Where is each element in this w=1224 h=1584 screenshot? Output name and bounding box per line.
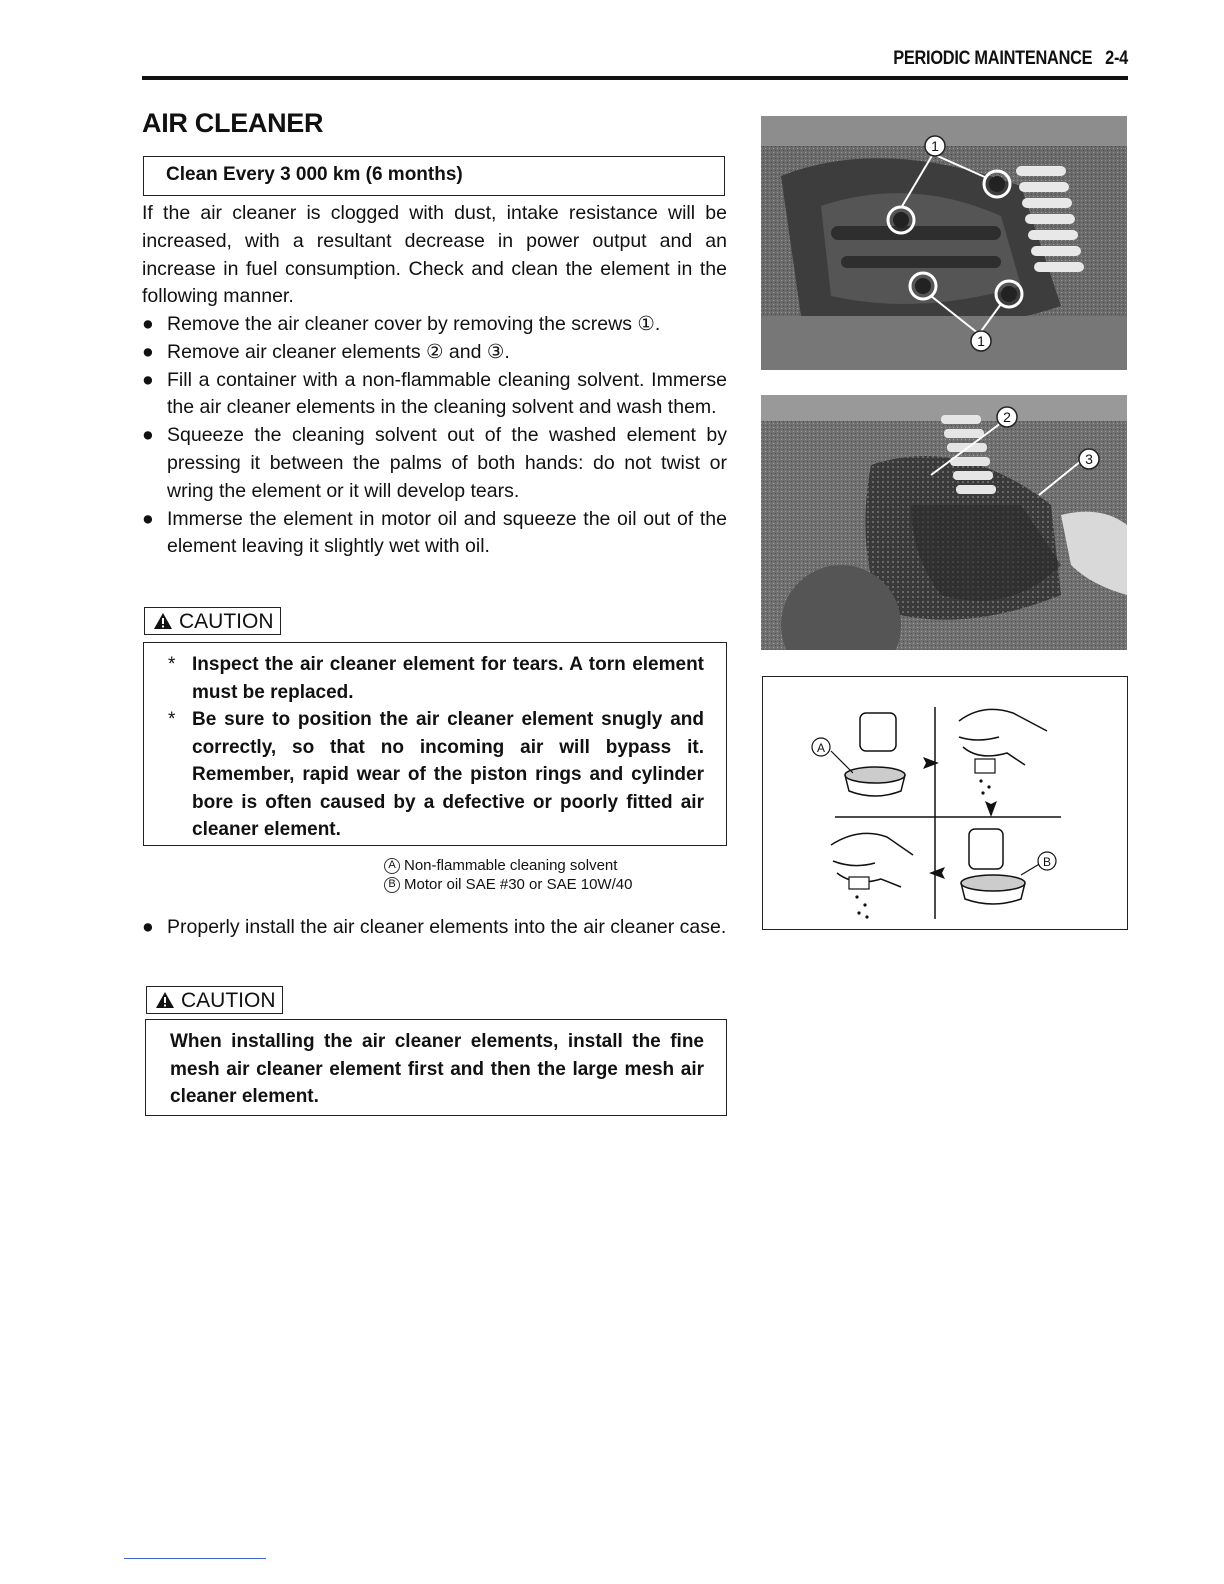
bullet-icon: ● (142, 424, 154, 447)
maintenance-interval: Clean Every 3 000 km (6 months) (166, 164, 463, 185)
hands-squeezing-icon (959, 709, 1047, 765)
arrow-down-icon (985, 801, 997, 817)
procedure-steps-final (142, 914, 727, 942)
photo-air-cleaner-elements (761, 395, 1127, 650)
bullet-icon: ● (142, 368, 154, 391)
section-title: AIR CLEANER (142, 108, 324, 138)
warning-triangle-icon (155, 991, 175, 1009)
asterisk-icon: * (168, 654, 176, 675)
bullet-icon: ● (142, 340, 154, 363)
air-cleaner-cover-image (761, 116, 1127, 370)
bullet-icon: ● (142, 507, 154, 530)
legend-item-b: B Motor oil SAE #30 or SAE 10W/40 (384, 875, 632, 894)
step-item: ● Remove air cleaner elements ② and ③. (142, 339, 727, 367)
callout-b: B (1042, 855, 1052, 869)
callout-a: A (816, 741, 826, 755)
callout-3: 3 (1085, 451, 1093, 467)
caution-box (143, 642, 727, 846)
footer-rule (124, 1558, 266, 1559)
caution-item: * Inspect the air cleaner element for tears. A torn element must be replaced. (168, 651, 704, 706)
figure-legend (384, 856, 632, 894)
maintenance-interval-box (143, 156, 725, 196)
photo-air-cleaner-cover (761, 116, 1127, 370)
step-item: ● Properly install the air cleaner elements into the air cleaner case. (142, 914, 727, 942)
bullet-icon: ● (142, 313, 154, 335)
hands-squeezing-icon (831, 833, 913, 887)
cleaning-steps-illustration (763, 677, 1127, 929)
legend-item-a: A Non-flammable cleaning solvent (384, 856, 632, 875)
arrow-left-icon (929, 867, 945, 879)
caution-box: When installing the air cleaner elements, install the fine mesh air cleaner element first and then the large mesh air cleaner element. (145, 1019, 727, 1116)
callout-2: 2 (1003, 409, 1011, 425)
element-icon (969, 829, 1003, 869)
asterisk-icon: * (168, 709, 176, 730)
air-cleaner-elements-image (761, 395, 1127, 650)
step-item: ● Squeeze the cleaning solvent out of the washed element by pressing it between the palms of both hands: do not twist or wring the element or it will develop tears. (142, 424, 727, 502)
step-item: ● Remove the air cleaner cover by removing the screws ①. (142, 311, 727, 339)
caution-item: * Be sure to position the air cleaner element snugly and correctly, so that no incoming air will bypass it. Remember, rapid wear of the piston rings and cylinder bore is often caused by a defective or poorly fitted air cleaner element. (168, 706, 704, 844)
intro-paragraph: If the air cleaner is clogged with dust, intake resistance will be increased, with a resultant decrease in power output and an increase in fuel consumption. Check and clean the element in the following manner. (142, 202, 727, 308)
caution-label: CAUTION (144, 607, 281, 635)
caution-label: CAUTION (146, 986, 283, 1014)
page-header (142, 46, 1128, 80)
step-item: ● Fill a container with a non-flammable cleaning solvent. Immerse the air cleaner elements in the cleaning solvent and wash them. (142, 368, 727, 419)
warning-triangle-icon (153, 612, 173, 630)
arrow-right-icon (923, 757, 939, 769)
solvent-pan-icon (845, 767, 905, 783)
step-item: ● Immerse the element in motor oil and squeeze the oil out of the element leaving it slightly wet with oil. (142, 507, 727, 558)
callout-1-top: 1 (931, 138, 939, 154)
procedure-steps (142, 311, 727, 561)
element-icon (860, 713, 896, 751)
cleaning-procedure-diagram (762, 676, 1128, 930)
callout-1-bottom: 1 (977, 333, 985, 349)
header-title: PERIODIC MAINTENANCE 2-4 (893, 48, 1128, 69)
oil-pan-icon (961, 875, 1025, 891)
bullet-icon: ● (142, 916, 154, 938)
